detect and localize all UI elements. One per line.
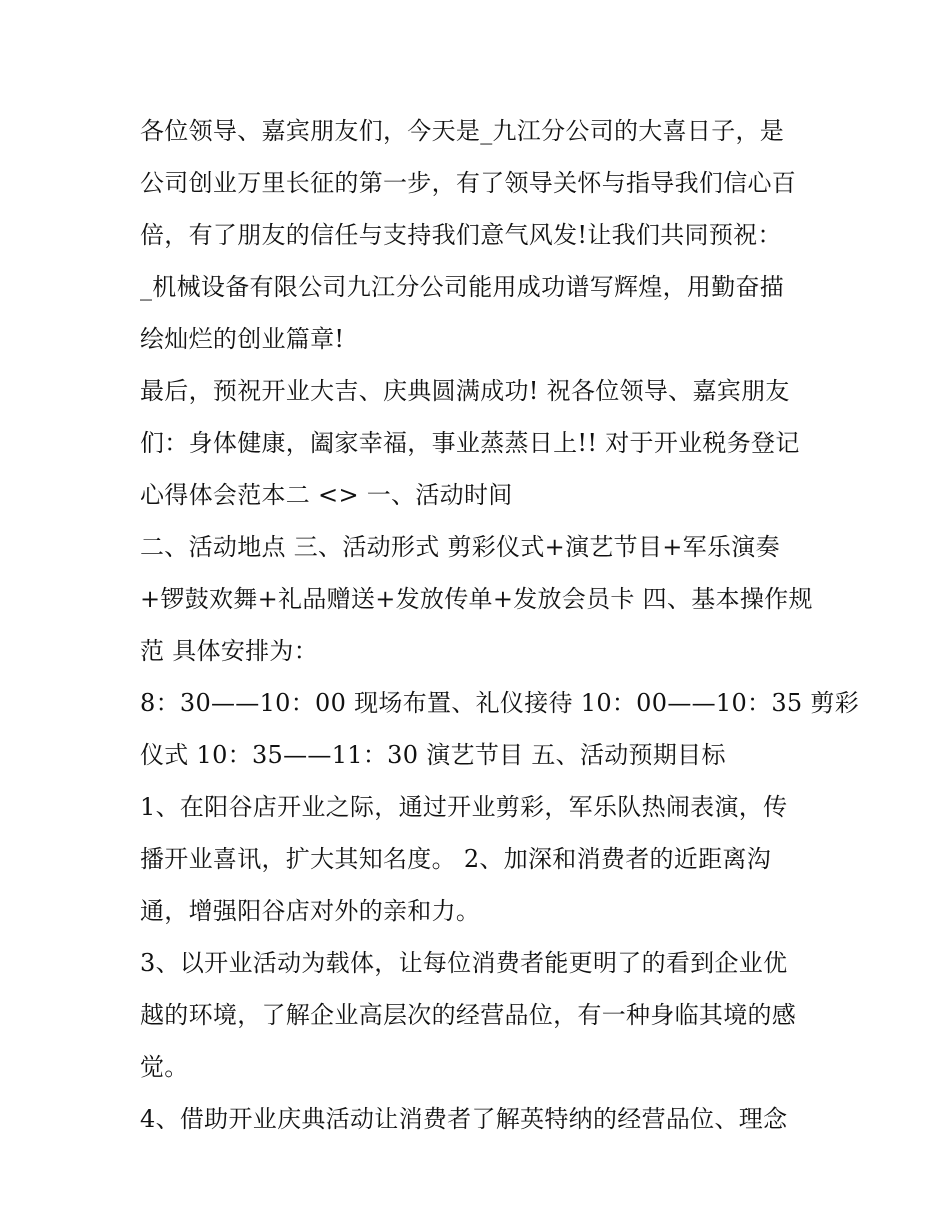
text-line: 范 具体安排为： <box>140 637 319 665</box>
text-line: 播开业喜讯，扩大其知名度。 2、加深和消费者的近距离沟 <box>140 845 771 873</box>
text-line: 倍，有了朋友的信任与支持我们意气风发!让我们共同预祝： <box>140 221 782 249</box>
text-line: 们：身体健康，阖家幸福，事业蒸蒸日上!! 对于开业税务登记 <box>140 429 800 457</box>
text-line: 仪式 10：35——11：30 演艺节目 五、活动预期目标 <box>140 741 726 769</box>
text-line: 8：30——10：00 现场布置、礼仪接待 10：00——10：35 剪彩 <box>140 689 860 717</box>
text-line: 越的环境，了解企业高层次的经营品位，有一种身临其境的感 <box>140 1001 797 1029</box>
text-line: 绘灿烂的创业篇章! <box>140 325 345 353</box>
text-line: +锣鼓欢舞+礼品赠送+发放传单+发放会员卡 四、基本操作规 <box>140 585 813 613</box>
text-line: 通，增强阳谷店对外的亲和力。 <box>140 897 481 925</box>
document-body <box>140 105 860 1145</box>
text-line: 3、以开业活动为载体，让每位消费者能更明了的看到企业优 <box>140 949 788 977</box>
text-line: 心得体会范本二 <> 一、活动时间 <box>140 481 513 509</box>
text-line: 公司创业万里长征的第一步，有了领导关怀与指导我们信心百 <box>140 169 797 197</box>
text-line: 觉。 <box>140 1053 189 1081</box>
text-line: 最后，预祝开业大吉、庆典圆满成功! 祝各位领导、嘉宾朋友 <box>140 377 790 405</box>
text-line: _机械设备有限公司九江分公司能用成功谱写辉煌，用勤奋描 <box>140 273 785 301</box>
text-line: 4、借助开业庆典活动让消费者了解英特纳的经营品位、理念 <box>140 1105 788 1133</box>
text-line: 1、在阳谷店开业之际，通过开业剪彩，军乐队热闹表演，传 <box>140 793 788 821</box>
text-line: 各位领导、嘉宾朋友们，今天是_九江分公司的大喜日子，是 <box>140 117 785 145</box>
text-line: 二、活动地点 三、活动形式 剪彩仪式+演艺节目+军乐演奏 <box>140 533 780 561</box>
